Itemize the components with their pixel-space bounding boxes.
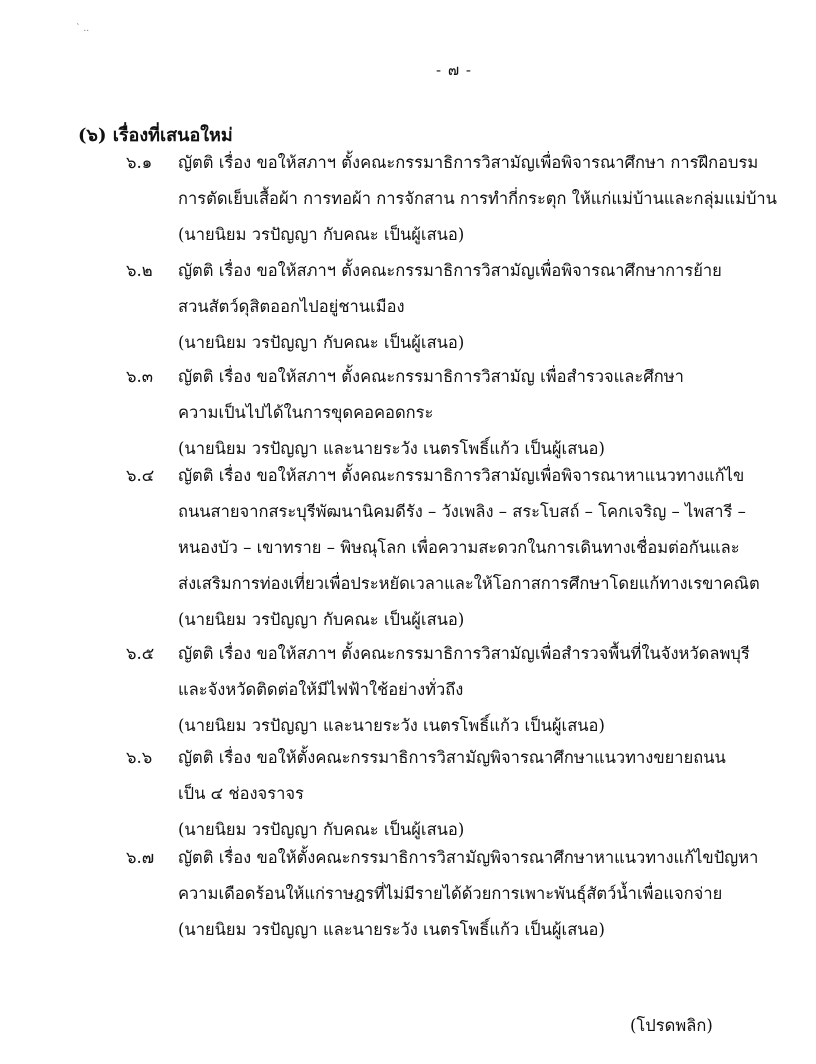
item-body <box>178 145 778 253</box>
item-proposer: (นายนิยม วรปัญญา กับคณะ เป็นผู้เสนอ) <box>178 333 465 352</box>
item-line: และจังหวัดติดต่อให้มีไฟฟ้าใช้อย่างทั่วถึง <box>178 680 464 699</box>
item-line: ญัตติ เรื่อง ขอให้สภาฯ ตั้งคณะกรรมาธิการวิสามัญเพื่อพิจารณาศึกษาการย้าย <box>178 261 722 280</box>
item-line: ญัตติ เรื่อง ขอให้สภาฯ ตั้งคณะกรรมาธิการวิสามัญ เพื่อสำรวจและศึกษา <box>178 367 684 386</box>
scan-artifact: ` .. <box>76 24 90 34</box>
item-body <box>178 740 778 848</box>
item-number: ๖.๗ <box>126 848 155 867</box>
item-proposer: (นายนิยม วรปัญญา และนายระวัง เนตรโพธิ์แก้ว เป็นผู้เสนอ) <box>178 920 605 939</box>
item-line: ส่งเสริมการท่องเที่ยวเพื่อประหยัดเวลาและให้โอกาสการศึกษาโดยแก้ทางเรขาคณิต <box>178 574 760 593</box>
item-body <box>178 458 778 638</box>
item-line: สวนสัตว์ดุสิตออกไปอยู่ชานเมือง <box>178 297 405 316</box>
item-line: ญัตติ เรื่อง ขอให้สภาฯ ตั้งคณะกรรมาธิการวิสามัญเพื่อพิจารณาหาแนวทางแก้ไข <box>178 466 745 485</box>
item-line: ญัตติ เรื่อง ขอให้ตั้งคณะกรรมาธิการวิสามัญพิจารณาศึกษาแนวทางขยายถนน <box>178 748 726 767</box>
section-title: (๖) เรื่องที่เสนอใหม่ <box>78 125 233 146</box>
item-number: ๖.๖ <box>126 748 153 767</box>
item-line: เป็น ๔ ช่องจราจร <box>178 784 304 803</box>
item-proposer: (นายนิยม วรปัญญา กับคณะ เป็นผู้เสนอ) <box>178 820 465 839</box>
item-proposer: (นายนิยม วรปัญญา กับคณะ เป็นผู้เสนอ) <box>178 610 465 629</box>
item-line: ญัตติ เรื่อง ขอให้สภาฯ ตั้งคณะกรรมาธิการวิสามัญเพื่อสำรวจพื้นที่ในจังหวัดลพบุรี <box>178 644 750 663</box>
item-line: หนองบัว – เขาทราย – พิษณุโลก เพื่อความสะดวกในการเดินทางเชื่อมต่อกันและ <box>178 538 740 557</box>
item-line: ความเป็นไปได้ในการขุดคอคอดกระ <box>178 403 434 422</box>
item-number: ๖.๒ <box>126 261 153 280</box>
item-number: ๖.๓ <box>126 367 153 386</box>
page-turn-note: (โปรดพลิก) <box>630 1016 713 1035</box>
item-proposer: (นายนิยม วรปัญญา และนายระวัง เนตรโพธิ์แก้ว เป็นผู้เสนอ) <box>178 716 605 735</box>
item-proposer: (นายนิยม วรปัญญา กับคณะ เป็นผู้เสนอ) <box>178 225 465 244</box>
item-number: ๖.๑ <box>126 153 153 172</box>
page-number: - ๗ - <box>436 61 472 79</box>
item-body <box>178 840 778 948</box>
item-number: ๖.๕ <box>126 644 155 663</box>
item-line: ความเดือดร้อนให้แก่ราษฎรที่ไม่มีรายได้ด้วยการเพาะพันธุ์สัตว์น้ำเพื่อแจกจ่าย <box>178 884 723 903</box>
item-body <box>178 636 778 744</box>
item-body <box>178 253 778 361</box>
item-line: ถนนสายจากสระบุรีพัฒนานิคมดีรัง – วังเพลิง – สระโบสถ์ – โคกเจริญ – ไพสารี – <box>178 502 746 521</box>
item-body <box>178 359 778 467</box>
item-line: การตัดเย็บเสื้อผ้า การทอผ้า การจักสาน การทำกี่กระตุก ให้แก่แม่บ้านและกลุ่มแม่บ้าน <box>178 189 777 208</box>
item-line: ญัตติ เรื่อง ขอให้สภาฯ ตั้งคณะกรรมาธิการวิสามัญเพื่อพิจารณาศึกษา การฝึกอบรม <box>178 153 759 172</box>
item-number: ๖.๔ <box>126 466 155 485</box>
item-line: ญัตติ เรื่อง ขอให้ตั้งคณะกรรมาธิการวิสามัญพิจารณาศึกษาหาแนวทางแก้ไขปัญหา <box>178 848 759 867</box>
item-proposer: (นายนิยม วรปัญญา และนายระวัง เนตรโพธิ์แก้ว เป็นผู้เสนอ) <box>178 439 605 458</box>
